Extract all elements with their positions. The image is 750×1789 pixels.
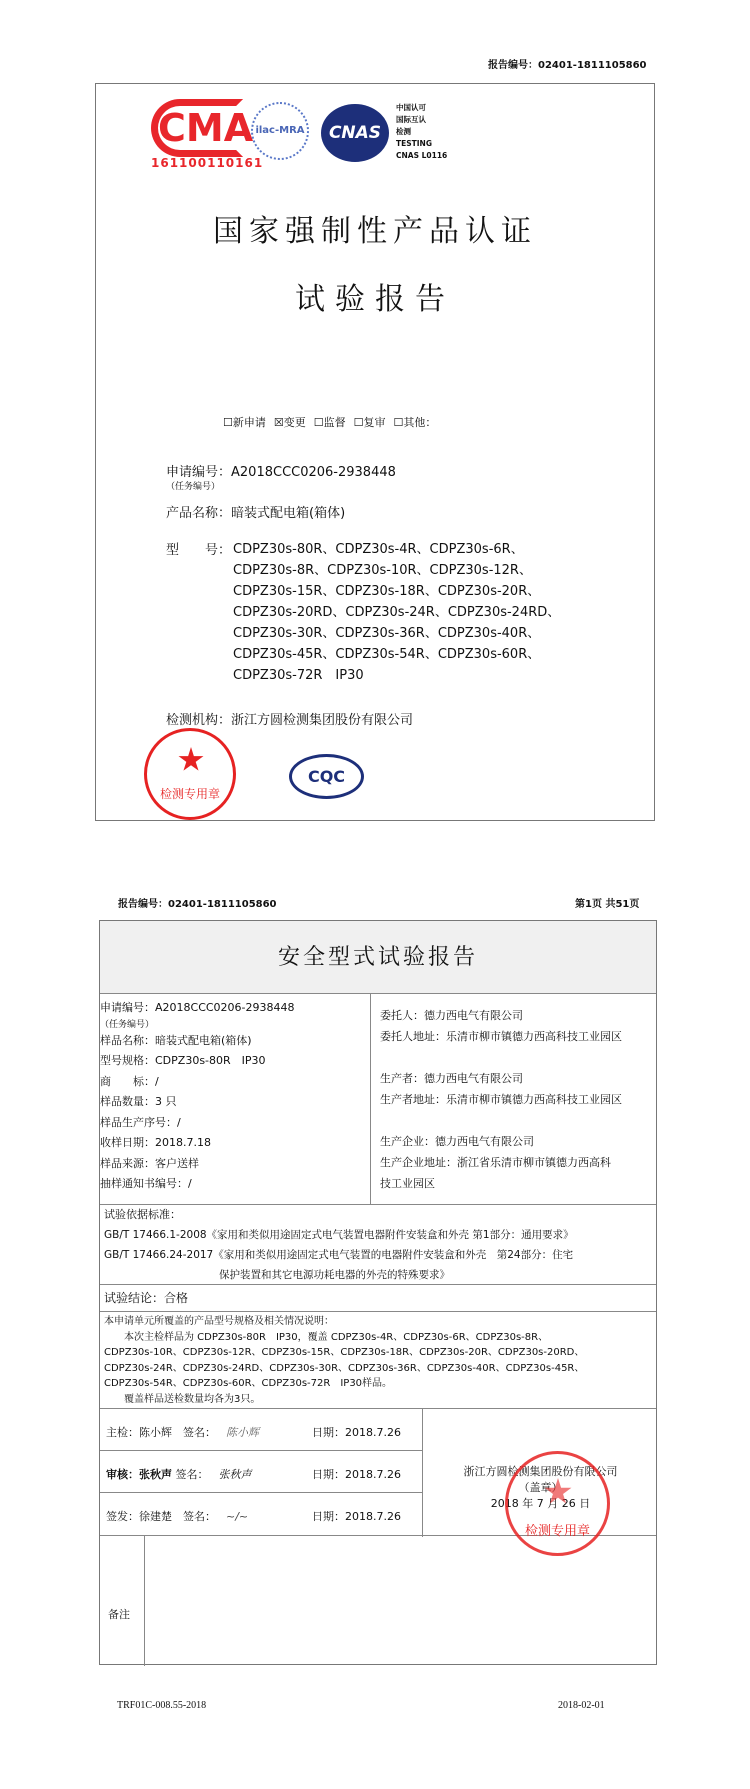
certificate-page [95,83,655,821]
cma-number: 161100110161 [151,156,264,170]
test-standards: 试验依据标准： GB/T 17466.1-2008《家用和类似用途固定式电气装置电器附件安装盒和外壳 第1部分：通用要求》 GB/T 17466.24-2017《家用和类似用途固定式电气装置的电器附件安装盒和外壳 第24部分：住宅 保护装置和其它电源功耗电器的外壳的特殊要求》 [100,1204,656,1284]
inspection-seal: 检测专用章 [505,1451,610,1556]
coverage-description: 本申请单元所覆盖的产品型号规格及相关情况说明： 本次主检样品为 CDPZ30s-80R IP30，覆盖 CDPZ30s-4R、CDPZ30s-6R、CDPZ30s-8R、 CDPZ30s-10R、CDPZ30s-12R、CDPZ30s-15R、CDPZ30s-18R、CDPZ30s-20R、CDPZ30s-20RD、 CDPZ30s-24R、CDPZ30s-24RD、CDPZ30s-30R、CDPZ30s-36R、CDPZ30s-40R、CDPZ30s-45R、 CDPZ30s-54R、CDPZ30s-60R、CDPZ30s-72R IP30样品。 覆盖样品送检数量均各为3只。 [104,1316,585,1405]
remarks-label: 备注 [100,1536,145,1666]
option-review[interactable]: ☐复审 [353,416,386,429]
test-conclusion: 试验结论：合格 [100,1284,656,1312]
model-list: CDPZ30s-80R、CDPZ30s-4R、CDPZ30s-6R、 CDPZ30s-8R、CDPZ30s-10R、CDPZ30s-12R、 CDPZ30s-15R、CDPZ30s-18R、CDPZ30s-20R、 CDPZ30s-20RD、CDPZ30s-24R、CDPZ30s-24RD、 CDPZ30s-30R、CDPZ30s-36R、CDPZ30s-40R、 CDPZ30s-45R、CDPZ30s-54R、CDPZ30s-60R、 CDPZ30s-72R IP30 [233,542,561,683]
certificate-subtitle: 试验报告 [295,282,455,317]
testing-lab: 检测机构：浙江方圆检测集团股份有限公司 [166,713,414,728]
client-info: 委托人：德力西电气有限公司 委托人地址：乐清市柳市镇德力西高科技工业园区 生产者：德力西电气有限公司 生产者地址：乐清市柳市镇德力西高科技工业园区 生产企业：德力西电气有限公司 生产企业地址：浙江省乐清市柳市镇德力西高科 技工业园区 [380,1009,622,1190]
application-type-options [223,414,436,430]
signatures [100,1408,656,1539]
option-new[interactable]: ☐新申请 [223,416,266,429]
test-report-page [99,920,657,1665]
cqc-logo: CQC [289,754,364,799]
sample-info: 申请编号：A2018CCC0206-2938448 （任务编号） 样品名称：暗装式配电箱(箱体) 型号规格：CDPZ30s-80R IP30 商 标：/ 样品数量：3 只 样品生产序号：/ 收样日期：2018.7.18 样品来源：客户送样 抽样通知书编号：/ [100,994,371,1204]
star-icon [544,1478,572,1506]
sign-row-inspector: 主检：陈小辉 签名： 陈小辉 日期：2018.7.26 [100,1409,423,1451]
application-number: 申请编号：A2018CCC0206-2938448 [166,465,396,480]
inspection-seal: 检测专用章 [144,728,236,820]
model-label: 型 号： [166,543,232,558]
cnas-text: 中国认可 国际互认 检测 TESTING CNAS L0116 [396,103,448,160]
star-icon [178,747,204,773]
product-name: 产品名称：暗装式配电箱(箱体) [166,506,346,521]
certificate-title: 国家强制性产品认证 [213,214,537,249]
task-number-label: （任务编号） [166,482,221,492]
remarks-field [145,1536,657,1664]
report-number: 报告编号：02401-1811105860 [118,899,277,910]
option-change[interactable]: ☒变更 [273,416,306,429]
option-other[interactable]: ☐其他： [393,416,437,429]
cma-logo: CMA [151,99,243,157]
sign-row-reviewer: 审核：张秋声 签名： 张秋声 日期：2018.7.26 [100,1451,423,1493]
report-number: 报告编号：02401-1811105860 [488,60,647,71]
form-code: TRF01C-008.55-2018 [117,1700,207,1711]
option-supervision[interactable]: ☐监督 [313,416,346,429]
form-date: 2018-02-01 [558,1700,605,1711]
report-title: 安全型式试验报告 [100,921,656,994]
issuing-organization: 浙江方圆检测集团股份有限公司 （盖章） 2018 年 7 月 26 日 [463,1465,618,1510]
page-number: 第1页 共51页 [575,899,640,910]
ilac-mra-logo: ilac-MRA [251,102,309,160]
sign-row-approver: 签发：徐建楚 签名： ~/~ 日期：2018.7.26 [100,1493,423,1537]
cnas-logo: CNAS [321,104,389,162]
